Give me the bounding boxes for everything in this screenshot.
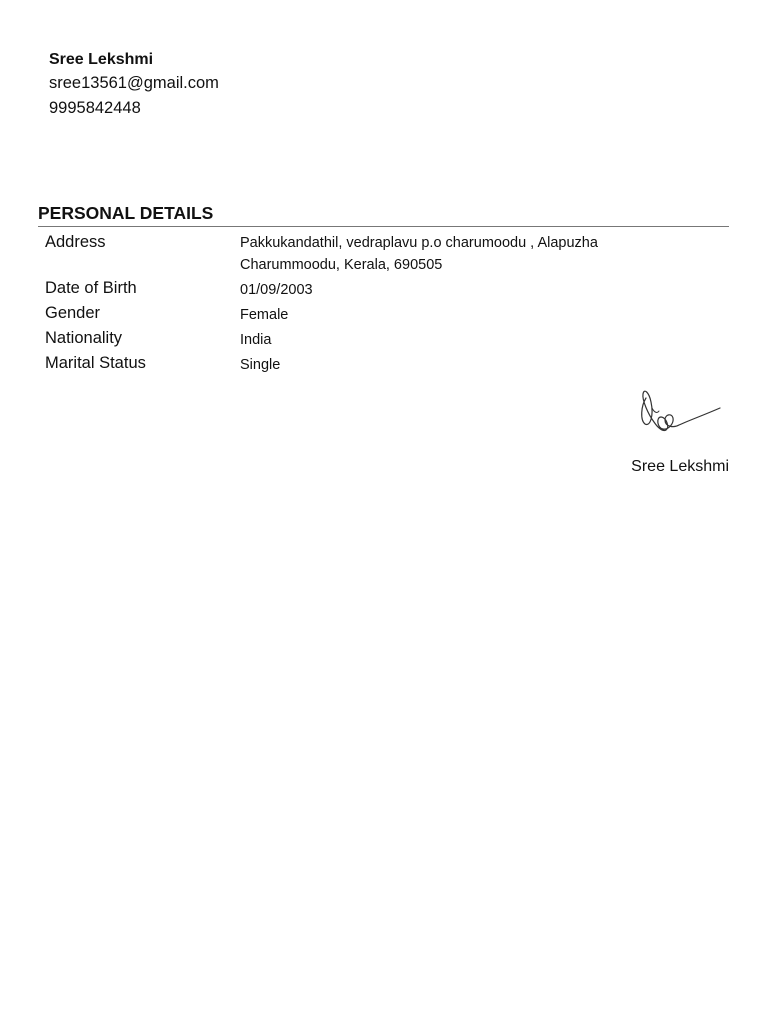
gender-value: Female <box>240 307 289 323</box>
address-value <box>240 230 729 276</box>
signature-image <box>632 380 724 440</box>
email-text: sree13561@gmail.com <box>49 74 219 92</box>
nationality-label: Nationality <box>45 329 123 347</box>
signature-block <box>631 380 729 478</box>
details-row-dob <box>38 276 729 301</box>
address-line-1: Pakkukandathil, vedraplavu p.o charumoodu , Alapuzha <box>240 235 598 251</box>
marital-status-label: Marital Status <box>45 354 146 372</box>
applicant-name: Sree Lekshmi <box>49 51 154 68</box>
details-row-gender <box>38 301 729 326</box>
details-row-nationality <box>38 326 729 351</box>
contact-header <box>49 49 219 121</box>
address-label: Address <box>45 233 106 251</box>
dob-value: 01/09/2003 <box>240 282 313 298</box>
signer-name: Sree Lekshmi <box>631 458 729 475</box>
details-row-address <box>38 230 729 276</box>
address-line-2: Charummoodu, Kerala, 690505 <box>240 256 443 273</box>
section-title: PERSONAL DETAILS <box>38 201 729 227</box>
phone-text: 9995842448 <box>49 99 141 117</box>
marital-status-value: Single <box>240 357 281 373</box>
personal-details-section <box>38 201 729 376</box>
dob-label: Date of Birth <box>45 279 137 297</box>
nationality-value: India <box>240 332 272 348</box>
details-table <box>38 230 729 376</box>
gender-label: Gender <box>45 304 101 322</box>
details-row-marital-status <box>38 351 729 376</box>
